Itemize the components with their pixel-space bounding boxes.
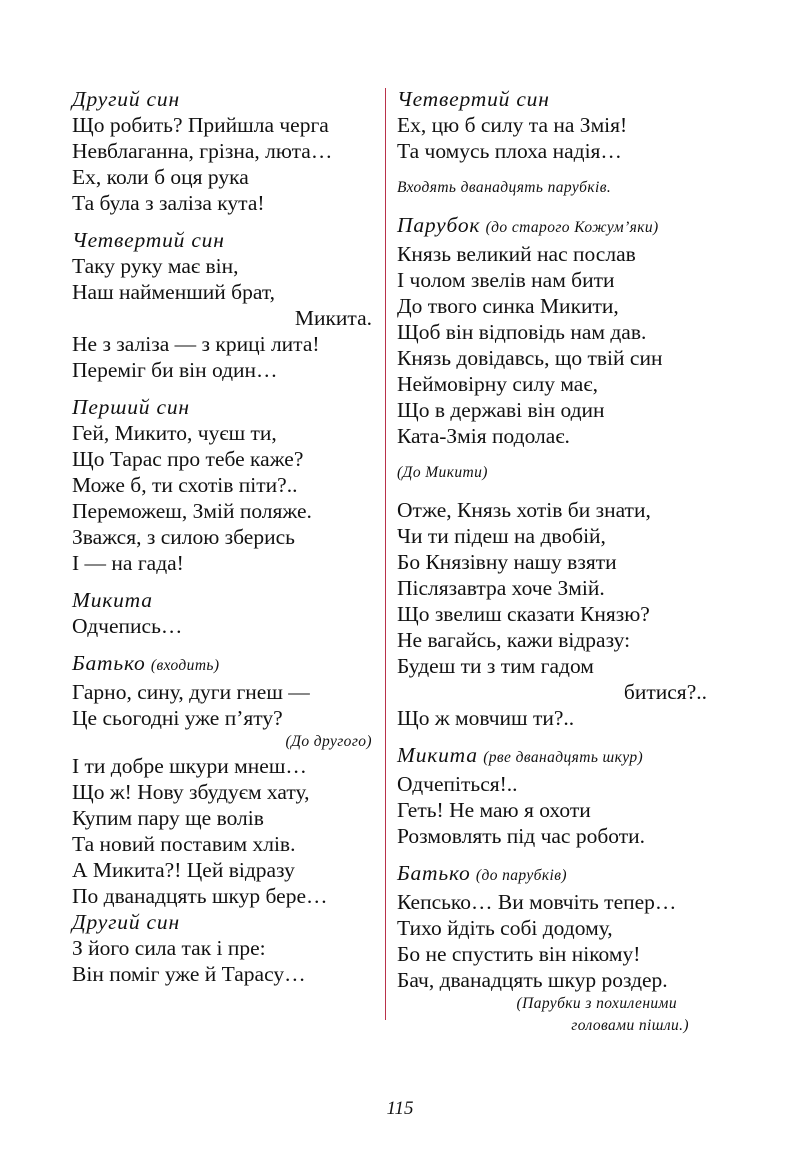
verse-line: Купим пару ще волів — [72, 806, 264, 830]
verse-line: Отже, Князь хотів би знати, — [397, 498, 651, 522]
verse-line: Князь довідавсь, що твій син — [397, 346, 663, 370]
verse-line: Микита. — [294, 306, 372, 330]
verse-line: Бач, дванадцять шкур роздер. — [397, 968, 668, 992]
speaker-line — [72, 227, 372, 253]
verse-line: Будеш ти з тим гадом — [397, 654, 594, 678]
stage-direction: (Парубки з похиленими — [516, 995, 677, 1012]
left-block — [72, 650, 372, 909]
speaker-note: (до старого Кожум’яки) — [485, 219, 659, 236]
verse-line: До твого синка Микити, — [397, 294, 619, 318]
verse-line: Гей, Микито, чуєш ти, — [72, 421, 277, 445]
verse-line: Що ж! Нову збудуєм хату, — [72, 780, 310, 804]
speaker-name: Батько — [72, 651, 146, 675]
left-block — [72, 227, 372, 383]
verse-line: Кепсько… Ви мовчіть тепер… — [397, 890, 677, 914]
stage-direction: Входять дванадцять парубків. — [397, 179, 612, 196]
speaker-line — [397, 860, 707, 889]
verse-line: Та чомусь плоха надія… — [397, 139, 622, 163]
column-divider — [385, 88, 386, 1020]
speaker-name: Микита — [397, 743, 478, 767]
verse-line: Ех, цю б силу та на Змія! — [397, 113, 628, 137]
verse-line: Наш найменший брат, — [72, 280, 275, 304]
speaker-line — [72, 394, 372, 420]
verse-line: Одчепись… — [72, 614, 183, 638]
left-block — [72, 86, 372, 216]
speaker-name: Другий син — [72, 87, 180, 111]
verse-line: І чолом звелів нам бити — [397, 268, 615, 292]
verse-line: Післязавтра хоче Змій. — [397, 576, 605, 600]
stage-direction: (До другого) — [285, 733, 372, 750]
speaker-name: Перший син — [72, 395, 190, 419]
verse-line: Невблаганна, грізна, люта… — [72, 139, 333, 163]
verse-line: Це сьогодні уже п’яту? — [72, 706, 283, 730]
speaker-line — [397, 86, 707, 112]
stage-direction: (До Микити) — [397, 464, 488, 481]
verse-line: Геть! Не маю я охоти — [397, 798, 591, 822]
speaker-line — [72, 909, 372, 935]
verse-line: Зважся, з силою зберись — [72, 525, 295, 549]
verse-line: З його сила так і пре: — [72, 936, 266, 960]
verse-line: Переміг би він один… — [72, 358, 278, 382]
verse-line: Ката-Змія подолає. — [397, 424, 570, 448]
verse-line: Не вагайсь, кажи відразу: — [397, 628, 631, 652]
speaker-line — [397, 212, 707, 241]
verse-line: Що в державі він один — [397, 398, 605, 422]
verse-line: А Микита?! Цей відразу — [72, 858, 295, 882]
verse-line: І — на гада! — [72, 551, 184, 575]
verse-line: Неймовірну силу має, — [397, 372, 598, 396]
page-number: 115 — [386, 1098, 414, 1119]
speaker-name: Четвертий син — [397, 87, 550, 111]
right-block — [397, 460, 707, 486]
speaker-line — [72, 587, 372, 613]
verse-line: Що Тарас про тебе каже? — [72, 447, 304, 471]
speaker-name: Другий син — [72, 910, 180, 934]
speaker-line — [72, 650, 372, 679]
speaker-line — [397, 742, 707, 771]
verse-line: Бо не спустить він нікому! — [397, 942, 641, 966]
left-block — [72, 587, 372, 639]
right-block — [397, 86, 707, 164]
verse-line: Щоб він відповідь нам дав. — [397, 320, 647, 344]
verse-line: Що звелиш сказати Князю? — [397, 602, 650, 626]
speaker-name: Микита — [72, 588, 153, 612]
verse-line: Та новий поставим хлів. — [72, 832, 296, 856]
verse-line: Таку руку має він, — [72, 254, 239, 278]
speaker-name: Парубок — [397, 213, 481, 237]
speaker-line — [72, 86, 372, 112]
verse-line: Не з заліза — з криці лита! — [72, 332, 320, 356]
left-block — [72, 909, 372, 987]
speaker-note: (входить) — [150, 657, 220, 674]
verse-line: Ех, коли б оця рука — [72, 165, 249, 189]
right-column — [397, 86, 707, 1048]
right-block — [397, 212, 707, 449]
verse-line: Розмовлять під час роботи. — [397, 824, 646, 848]
verse-line: Що робить? Прийшла черга — [72, 113, 329, 137]
verse-line: Тихо йдіть собі додому, — [397, 916, 613, 940]
stage-direction: головами пішли.) — [571, 1017, 689, 1034]
left-block — [72, 394, 372, 576]
speaker-note: (рве дванадцять шкур) — [483, 749, 644, 766]
verse-line: Та була з заліза кута! — [72, 191, 265, 215]
speaker-name: Батько — [397, 861, 471, 885]
verse-line: битися?.. — [623, 680, 707, 704]
left-column — [72, 86, 372, 998]
verse-line: Гарно, сину, дуги гнеш — — [72, 680, 310, 704]
verse-line: Він поміг уже й Тарасу… — [72, 962, 306, 986]
right-block — [397, 860, 707, 1037]
right-block — [397, 175, 707, 201]
verse-line: Може б, ти схотів піти?.. — [72, 473, 298, 497]
speaker-note: (до парубків) — [475, 867, 567, 884]
right-block — [397, 497, 707, 731]
right-block — [397, 742, 707, 849]
verse-line: По дванадцять шкур бере… — [72, 884, 328, 908]
verse-line: І ти добре шкури мнеш… — [72, 754, 307, 778]
verse-line: Бо Князівну нашу взяти — [397, 550, 617, 574]
verse-line: Князь великий нас послав — [397, 242, 636, 266]
verse-line: Одчепіться!.. — [397, 772, 518, 796]
speaker-name: Четвертий син — [72, 228, 225, 252]
verse-line: Що ж мовчиш ти?.. — [397, 706, 575, 730]
verse-line: Переможеш, Змій поляже. — [72, 499, 312, 523]
verse-line: Чи ти підеш на двобій, — [397, 524, 606, 548]
